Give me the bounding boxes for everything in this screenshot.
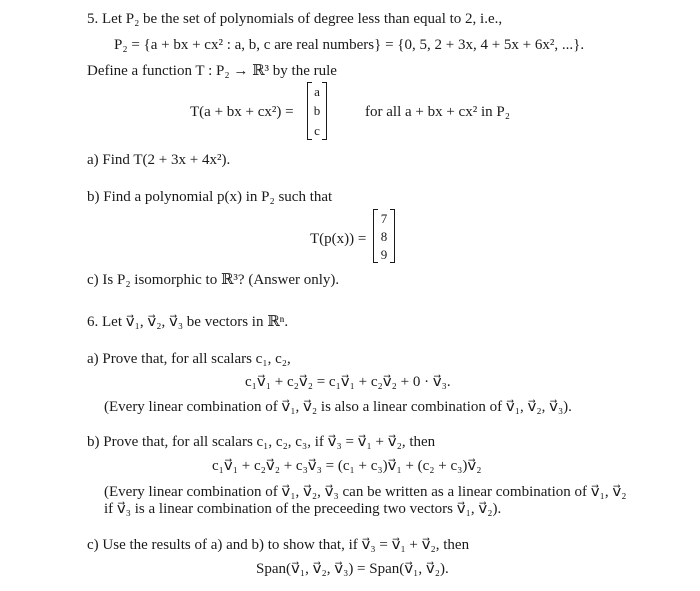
q6-b-equation: c₁v⃗₁ + c₂v⃗₂ + c₃v⃗₃ = (c₁ + c₃)v⃗₁ + (c₂ + c₃)v⃗₂ — [212, 458, 482, 474]
q5-b-lhs: T(p(x)) = — [310, 231, 367, 247]
q5-rule-vector — [307, 82, 327, 140]
q5-b-vector — [373, 209, 395, 263]
q6-a-equation: c₁v⃗₁ + c₂v⃗₂ = c₁v⃗₁ + c₂v⃗₂ + 0 · v⃗₃. — [245, 374, 451, 390]
q6-intro: 6. Let v⃗₁, v⃗₂, v⃗₃ be vectors in ℝⁿ. — [87, 314, 289, 330]
q6-part-a: a) Prove that, for all scalars c₁, c₂, — [87, 351, 291, 367]
q5-part-b: b) Find a polynomial p(x) in P₂ such that — [87, 189, 333, 205]
q5-set-definition: P₂ = {a + bx + cx² : a, b, c are real numbers} = {0, 5, 2 + 3x, 4 + 5x + 6x², ...}. — [114, 37, 585, 53]
vector-entry: a — [314, 84, 320, 100]
q6-c-equation: Span(v⃗₁, v⃗₂, v⃗₃) = Span(v⃗₁, v⃗₂). — [256, 561, 449, 577]
vector-entry: 9 — [380, 246, 388, 262]
vector-entry: 8 — [380, 228, 388, 244]
q5-function-definition: Define a function T : P₂ → ℝ³ by the rule — [87, 63, 337, 79]
q5-rule-lhs: T(a + bx + cx²) = — [190, 104, 294, 120]
q5-part-c: c) Is P₂ isomorphic to ℝ³? (Answer only). — [87, 272, 340, 288]
q5-intro: 5. Let P₂ be the set of polynomials of degree less than equal to 2, i.e., — [87, 11, 503, 27]
q6-b-note-line2: if v⃗₃ is a linear combination of the preceeding two vectors v⃗₁, v⃗₂). — [104, 501, 502, 517]
q6-part-c: c) Use the results of a) and b) to show that, if v⃗₃ = v⃗₁ + v⃗₂, then — [87, 537, 470, 553]
vector-entry: b — [313, 103, 321, 119]
q6-b-note-line1: (Every linear combination of v⃗₁, v⃗₂, v⃗₃ can be written as a linear combination of v⃗₁, v⃗₂ — [104, 484, 627, 500]
q6-a-note: (Every linear combination of v⃗₁, v⃗₂ is also a linear combination of v⃗₁, v⃗₂, v⃗₃). — [104, 399, 572, 415]
q6-part-b: b) Prove that, for all scalars c₁, c₂, c₃, if v⃗₃ = v⃗₁ + v⃗₂, then — [87, 434, 436, 450]
vector-entry: c — [314, 122, 320, 138]
q5-rule-rhs: for all a + bx + cx² in P₂ — [365, 104, 510, 120]
q5-part-a: a) Find T(2 + 3x + 4x²). — [87, 152, 231, 168]
vector-entry: 7 — [380, 210, 388, 226]
